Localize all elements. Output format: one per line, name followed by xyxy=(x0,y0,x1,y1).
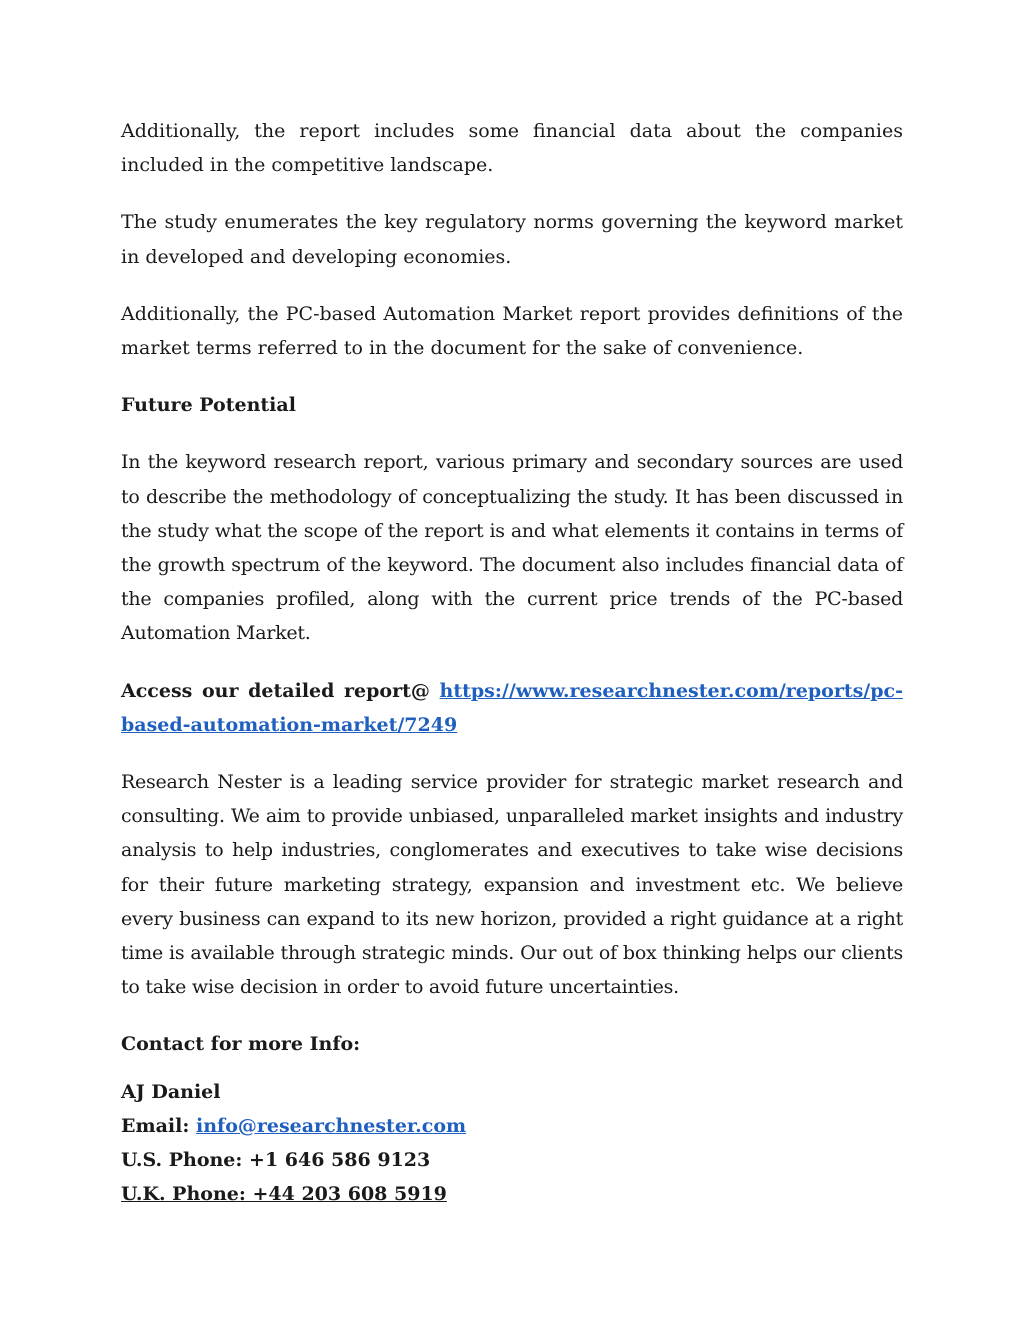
email-link[interactable]: info@researchnester.com xyxy=(195,1114,467,1137)
future-potential-heading: Future Potential xyxy=(121,394,296,417)
contact-details xyxy=(121,1075,903,1212)
contact-heading: Contact for more Info: xyxy=(121,1033,361,1056)
paragraph-methodology: In the keyword research report, various primary and secondary sources are used to describe the methodology of conceptualizing the study. It has been discussed in the study what the scope of the report is and what elements it contains in terms of the growth spectrum of the keyword. The document also includes financial data of the companies profiled, along with the current price trends of the PC-based Automation Market. xyxy=(121,451,903,645)
document-page xyxy=(121,114,903,1211)
email-label: Email: xyxy=(121,1114,190,1137)
paragraph-financial-data: Additionally, the report includes some financial data about the companies included in the competitive landscape. xyxy=(121,120,903,177)
contact-name: AJ Daniel xyxy=(121,1080,221,1103)
contact-email-line xyxy=(121,1109,903,1143)
us-phone: U.S. Phone: +1 646 586 9123 xyxy=(121,1149,431,1172)
paragraph-definitions: Additionally, the PC-based Automation Market report provides definitions of the market terms referred to in the document for the sake of convenience. xyxy=(121,302,903,360)
uk-phone[interactable]: U.K. Phone: +44 203 608 5919 xyxy=(121,1183,447,1206)
paragraph-regulatory-norms: The study enumerates the key regulatory norms governing the keyword market in developed and developing economies. xyxy=(121,211,903,268)
paragraph-about-research-nester: Research Nester is a leading service provider for strategic market research and consulting. We aim to provide unbiased, unparalleled market insights and industry analysis to help industries, conglomerates and executives to take wise decisions for their future marketing strategy, expansion and investment etc. We believe every business can expand to its new horizon, provided a right guidance at a right time is available through strategic minds. Our out of box thinking helps our clients to take wise decision in order to avoid future uncertainties. xyxy=(121,771,903,999)
access-report-line xyxy=(121,674,903,742)
access-report-label: Access our detailed report@ xyxy=(121,679,430,702)
report-link[interactable]: https://www.researchnester.com/reports/pc-based-automation-market/7249 xyxy=(121,679,903,736)
